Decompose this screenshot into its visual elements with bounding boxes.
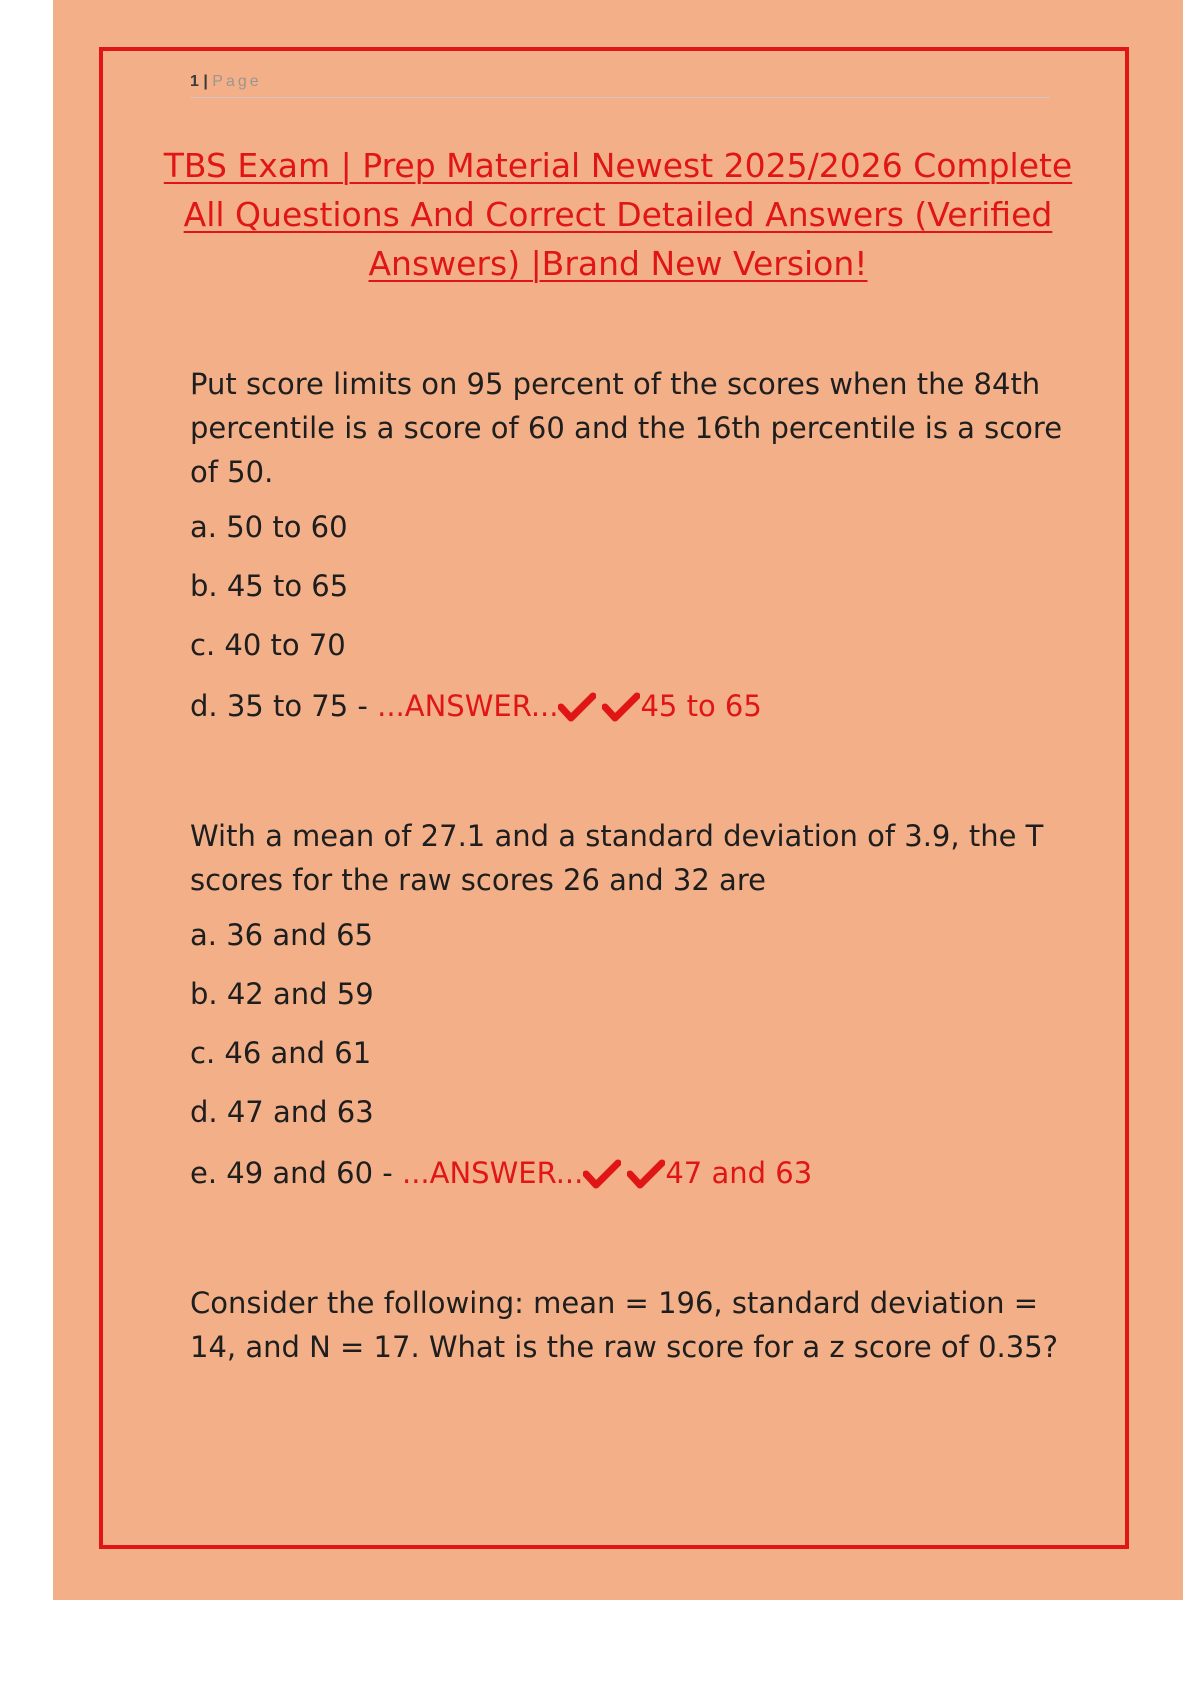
page-header <box>190 73 1050 98</box>
question-2 <box>190 814 1090 1191</box>
checkmark-icon <box>558 692 596 722</box>
page-header-word: Page <box>212 73 262 90</box>
correct-answer: 47 and 63 <box>665 1156 813 1190</box>
checkmark-icon <box>627 1159 665 1189</box>
question-stem: With a mean of 27.1 and a standard deviation of 3.9, the T scores for the raw scores 26 and 32 are <box>190 819 1044 897</box>
answer-option: c. 40 to 70 <box>190 628 346 662</box>
question-1 <box>190 362 1090 724</box>
answer-option-with-answer <box>190 1155 1090 1191</box>
question-stem: Put score limits on 95 percent of the scores when the 84th percentile is a score of 60 and the 16th percentile is a score of 50. <box>190 367 1063 489</box>
document-title: TBS Exam | Prep Material Newest 2025/2026 Complete All Questions And Correct Detailed Answers (Verified Answers) |Brand New Version! <box>163 146 1073 283</box>
answer-option: c. 46 and 61 <box>190 1036 372 1070</box>
document-page <box>53 0 1183 1600</box>
answer-option: a. 36 and 65 <box>190 918 374 952</box>
page-number: 1 <box>190 73 199 90</box>
answer-option: d. 47 and 63 <box>190 1095 374 1129</box>
answer-marker: ...ANSWER... <box>377 689 559 723</box>
answer-option: b. 42 and 59 <box>190 977 374 1011</box>
page-header-separator: | <box>203 73 208 90</box>
checkmark-icon <box>602 692 640 722</box>
page-border-frame <box>99 47 1129 1549</box>
answer-option-text: d. 35 to 75 - <box>190 689 378 723</box>
answer-option-with-answer <box>190 688 1090 724</box>
answer-marker: ...ANSWER... <box>401 1156 584 1190</box>
question-stem: Consider the following: mean = 196, standard deviation = 14, and N = 17. What is the raw score for a z score of 0.35? <box>190 1286 1059 1364</box>
checkmark-icon <box>583 1159 621 1189</box>
correct-answer: 45 to 65 <box>640 689 762 723</box>
answer-option-text: e. 49 and 60 - <box>190 1156 402 1190</box>
answer-option: b. 45 to 65 <box>190 569 349 603</box>
answer-option: a. 50 to 60 <box>190 510 348 544</box>
question-3 <box>190 1281 1090 1369</box>
